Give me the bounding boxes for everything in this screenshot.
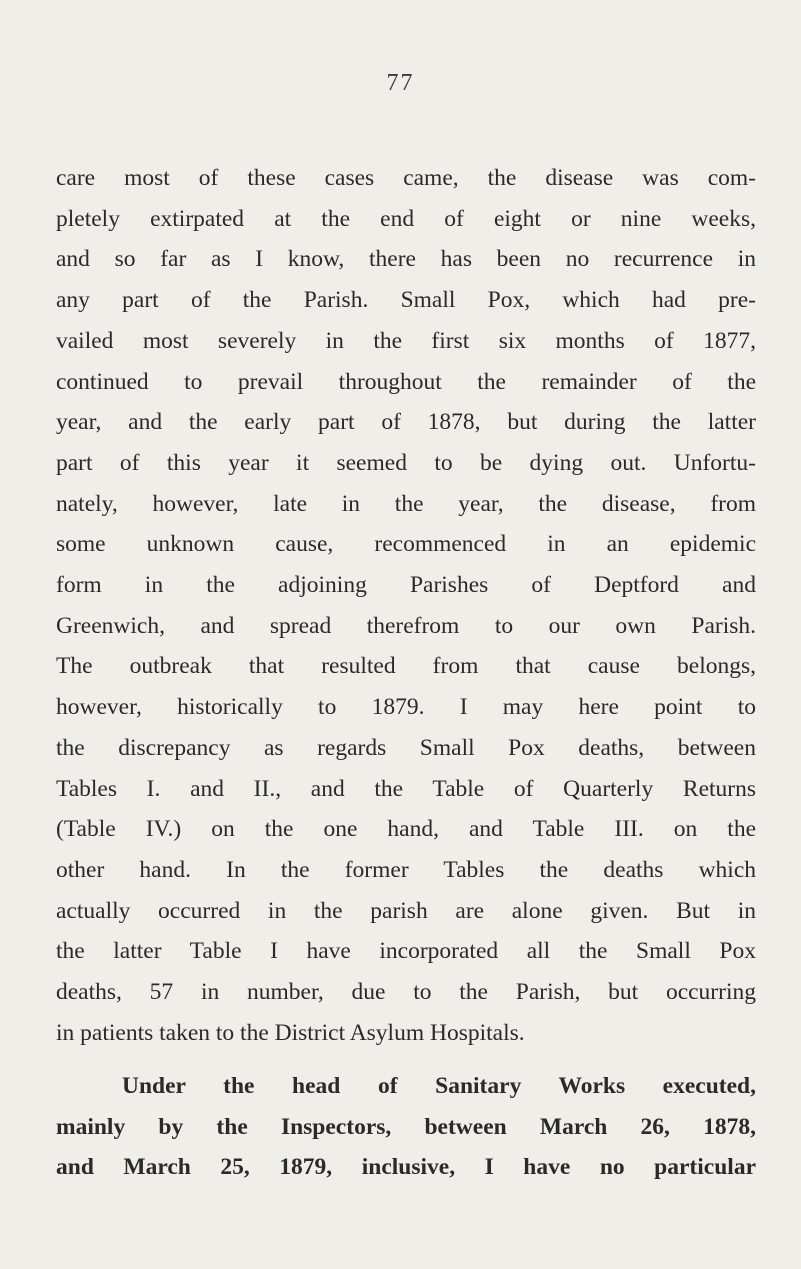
text-line: and March 25, 1879, inclusive, I have no particular <box>56 1154 756 1181</box>
text-line: The outbreak that resulted from that cause belongs, <box>56 653 756 680</box>
paragraph-small-pox <box>56 158 756 1053</box>
paragraph-sanitary-works <box>56 1066 756 1188</box>
text-line: the latter Table I have incorporated all the Small Pox <box>56 938 756 965</box>
text-line: nately, however, late in the year, the disease, from <box>56 490 756 517</box>
text-line: however, historically to 1879. I may here point to <box>56 694 756 721</box>
text-line: Tables I. and II., and the Table of Quarterly Returns <box>56 775 756 802</box>
text-line: and so far as I know, there has been no recurrence in <box>56 246 756 273</box>
text-line: part of this year it seemed to be dying out. Unfortu- <box>56 449 756 476</box>
text-line: any part of the Parish. Small Pox, which had pre- <box>56 287 756 314</box>
text-line: year, and the early part of 1878, but during the latter <box>56 409 756 436</box>
text-line: vailed most severely in the first six months of 1877, <box>56 327 756 354</box>
text-line: care most of these cases came, the disease was com- <box>56 165 756 191</box>
text-line: pletely extirpated at the end of eight or nine weeks, <box>56 205 756 232</box>
text-line: form in the adjoining Parishes of Deptford and <box>56 572 756 599</box>
text-line: (Table IV.) on the one hand, and Table III. on the <box>56 816 756 843</box>
text-line: continued to prevail throughout the remainder of the <box>56 368 756 395</box>
text-line: actually occurred in the parish are alone given. But in <box>56 897 756 924</box>
text-line: the discrepancy as regards Small Pox deaths, between <box>56 734 756 761</box>
text-line: Under the head of Sanitary Works executed, <box>122 1073 756 1099</box>
page-number: 77 <box>386 70 415 96</box>
text-line: Greenwich, and spread therefrom to our own Parish. <box>56 612 756 639</box>
text-line: deaths, 57 in number, due to the Parish, but occurring <box>56 979 756 1006</box>
text-line: in patients taken to the District Asylum Hospitals. <box>56 1019 525 1046</box>
text-line: some unknown cause, recommenced in an epidemic <box>56 531 756 558</box>
text-line: mainly by the Inspectors, between March 26, 1878, <box>56 1113 756 1140</box>
text-line: other hand. In the former Tables the deaths which <box>56 856 756 883</box>
